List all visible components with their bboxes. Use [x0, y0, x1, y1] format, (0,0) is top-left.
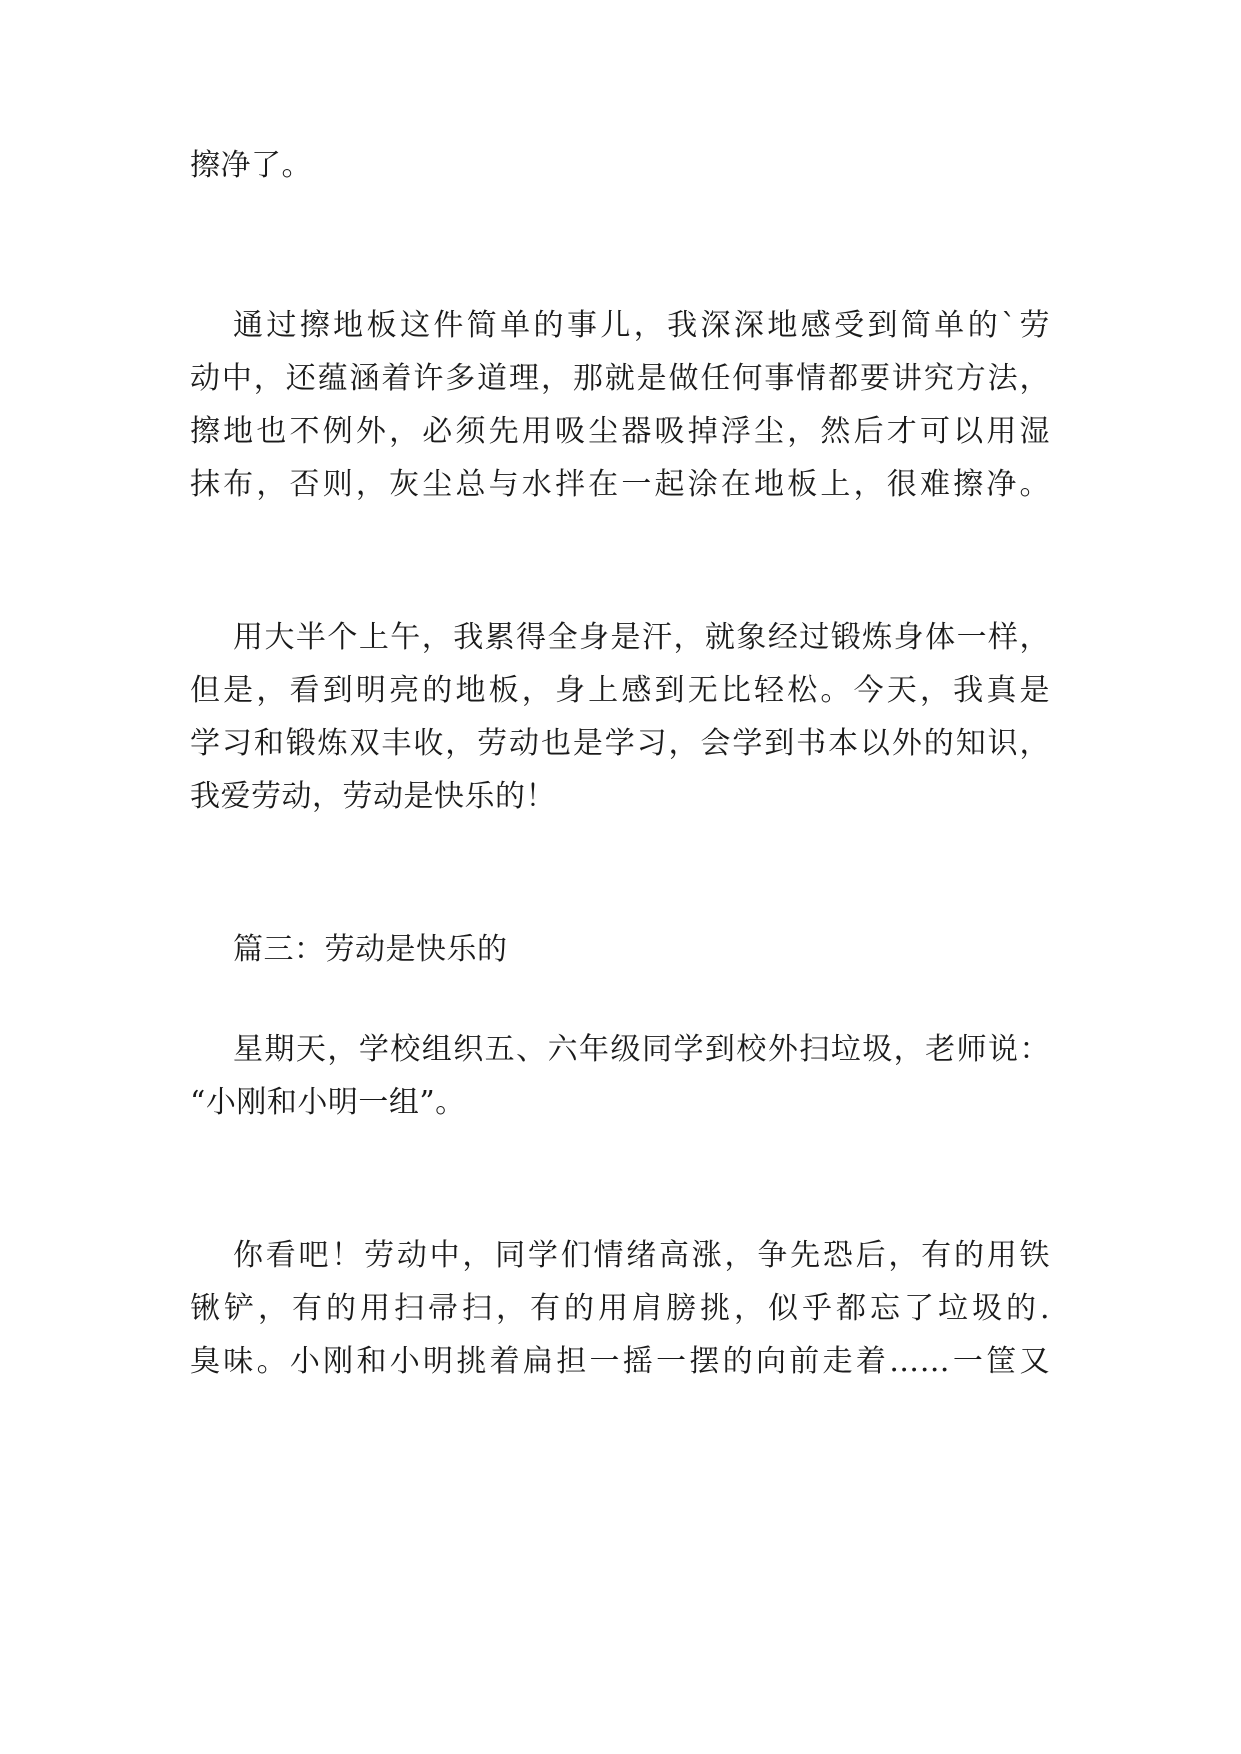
paragraph-line: 动中，还蕴涵着许多道理，那就是做任何事情都要讲究方法，	[190, 361, 1050, 396]
paragraph-line: 学习和锻炼双丰收，劳动也是学习，会学到书本以外的知识，	[190, 726, 1050, 761]
paragraph-line: 抹布，否则，灰尘总与水拌在一起涂在地板上，很难擦净。	[190, 467, 1050, 502]
paragraph-line: 锹铲，有的用扫帚扫，有的用肩膀挑，似乎都忘了垃圾的.	[190, 1291, 1050, 1326]
paragraph-line: 我爱劳动，劳动是快乐的！	[190, 779, 556, 814]
paragraph-line: “小刚和小明一组”。	[190, 1085, 466, 1120]
section-heading: 篇三：劳动是快乐的	[233, 932, 508, 967]
paragraph-line: 你看吧！劳动中，同学们情绪高涨，争先恐后，有的用铁	[233, 1238, 1050, 1273]
paragraph-line: 擦地也不例外，必须先用吸尘器吸掉浮尘，然后才可以用湿	[190, 414, 1050, 449]
paragraph-line: 用大半个上午，我累得全身是汗，就象经过锻炼身体一样，	[233, 620, 1050, 655]
paragraph-line: 通过擦地板这件简单的事儿，我深深地感受到简单的`劳	[233, 308, 1050, 343]
paragraph-line: 擦净了。	[190, 148, 312, 183]
paragraph-line: 星期天，学校组织五、六年级同学到校外扫垃圾，老师说：	[233, 1032, 1050, 1067]
paragraph-line: 但是，看到明亮的地板，身上感到无比轻松。今天，我真是	[190, 673, 1050, 708]
paragraph-line: 臭味。小刚和小明挑着扁担一摇一摆的向前走着……一筐又	[190, 1344, 1050, 1379]
